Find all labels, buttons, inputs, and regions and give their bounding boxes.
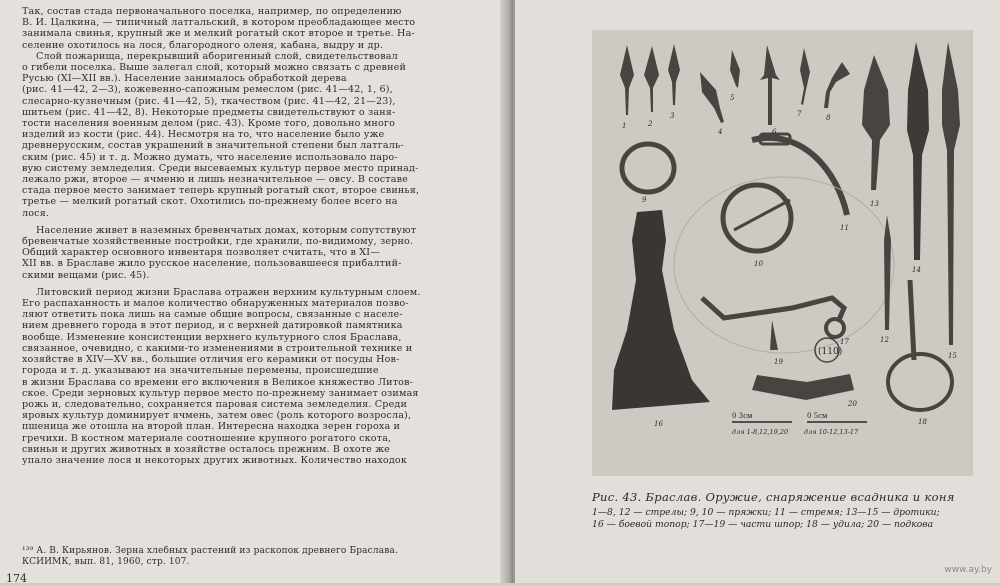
text-line: шитьем (рис. 41—42, 8). Некоторые предметы свидетельствуют о заня- [22, 106, 396, 118]
figure-plate [592, 30, 973, 476]
museum-mark: (110) [818, 347, 843, 357]
text-line: слесарно-кузнечным (рис. 41—42, 5), ткачеством (рис. 41—42, 21—23), [22, 95, 396, 107]
text-line: гречихи. В костном материале соотношение крупного рогатого скота, [22, 432, 392, 444]
svg-text:4: 4 [718, 128, 723, 136]
page-number: 174 [6, 572, 27, 585]
svg-text:14: 14 [912, 266, 921, 274]
text-line: о гибели поселка. Выше залегал слой, который можно связать с древней [22, 62, 406, 74]
svg-text:2: 2 [648, 120, 653, 128]
text-line: нием древнего города в этот период, и с верхней датировкой памятника [22, 320, 403, 332]
text-line: города и т. д. указывают на значительные перемены, происшедшие [22, 365, 379, 377]
text-line: (рис. 41—42, 2—3), кожевенно-сапожным ремеслом (рис. 41—42, 1, 6), [22, 84, 393, 96]
text-line: в жизни Браслава со времени его включения в Великое княжество Литов- [22, 376, 414, 388]
svg-text:9: 9 [642, 196, 647, 204]
text-line: тости населения военным делом (рис. 43). Кроме того, довольно много [22, 118, 395, 130]
text-line: ляют ответить пока лишь на самые общие вопросы, связанные с населе- [22, 309, 403, 321]
text-line: стада первое место занимает теперь крупный рогатый скот, второе свинья, [22, 185, 420, 197]
svg-text:5: 5 [730, 94, 735, 102]
text-line: Так, состав стада первоначального поселка, например, по определению [22, 6, 402, 17]
svg-text:19: 19 [774, 358, 783, 366]
text-line: пшеница же отошла на второй план. Интересна находка зерен гороха и [22, 421, 401, 433]
paragraph-2 [22, 51, 500, 219]
svg-text:17: 17 [840, 338, 849, 346]
svg-text:6: 6 [772, 128, 777, 136]
text-line: яровых культур доминирует ячмень, затем овес (роль которого возросла), [22, 410, 412, 422]
text-line: бревенчатые хозяйственные постройки, где хранили, по-видимому, зерно. [22, 236, 414, 248]
svg-text:3: 3 [670, 112, 675, 120]
paragraph-1 [22, 6, 500, 51]
text-line: вообще. Изменение консистенции верхнего культурного слоя Браслава, [22, 331, 402, 343]
text-line: XII вв. в Браславе жило русское население, пользовавшееся прибалтий- [22, 258, 402, 270]
text-line: Население живет в наземных бревенчатых домах, которым сопутствуют [36, 224, 417, 236]
text-line: связанное, очевидно, с какими-то изменениями в строительной технике и [22, 342, 413, 354]
text-line: свиньи и других животных в хозяйстве осталось прежним. В охоте же [22, 443, 390, 455]
svg-text:1: 1 [622, 122, 627, 130]
text-line: лося. [22, 207, 50, 219]
svg-text:0 3см: 0 3см [732, 412, 753, 420]
text-line: древнерусским, состав украшений в значительной степени был латгаль- [22, 140, 404, 152]
paragraph-4 [22, 287, 500, 466]
svg-text:7: 7 [797, 110, 802, 118]
paragraph-3 [22, 225, 500, 281]
artifacts-illustration [592, 30, 973, 476]
svg-text:15: 15 [948, 352, 957, 360]
text-line: третье — мелкий рогатый скот. Охотились по-прежнему более всего на [22, 196, 398, 208]
text-line: рожь и, следовательно, сохраняется паровая система земледелия. Среди [22, 398, 407, 410]
svg-text:0 5см: 0 5см [807, 412, 828, 420]
footnote [22, 546, 500, 568]
text-line: Литовский период жизни Браслава отражен верхним культурным слоем. [36, 286, 421, 298]
svg-text:11: 11 [840, 224, 849, 232]
text-line: ским (рис. 45) и т. д. Можно думать, что население использовало паро- [22, 151, 398, 163]
text-line: скими вещами (рис. 45). [22, 269, 150, 281]
svg-text:20: 20 [848, 400, 857, 408]
footnote-line: ¹³⁹ А. В. Кирьянов. Зерна хлебных растений из раскопок древнего Браслава. [22, 546, 398, 556]
svg-text:для 10-12,13-17: для 10-12,13-17 [804, 428, 859, 436]
text-line: упало значение лося и некоторых других животных. Количество находок [22, 454, 407, 466]
text-line: лежало ржи, второе — ячменю и лишь незначительное — овсу. В составе [22, 174, 408, 186]
caption-title: Рис. 43. Браслав. Оружие, снаряжение всадника и коня [592, 490, 955, 504]
caption-legend [592, 507, 992, 530]
figure-caption [592, 490, 992, 530]
text-line: Слой пожарища, перекрывший аборигенный слой, свидетельствовал [36, 50, 398, 62]
svg-text:12: 12 [880, 336, 889, 344]
text-line: вую систему земледелия. Среди высеваемых культур первое место принад- [22, 162, 419, 174]
svg-text:13: 13 [870, 200, 879, 208]
footnote-line: КСИИМК, вып. 81, 1960, стр. 107. [22, 557, 190, 567]
text-line: изделий из кости (рис. 44). Несмотря на то, что население было уже [22, 129, 385, 141]
text-line: занимала свинья, крупный же и мелкий рогатый скот второе и третье. На- [22, 28, 415, 40]
text-line: В. И. Цалкина, — типичный латгальский, в котором преобладающее место [22, 17, 416, 29]
text-line: селение охотилось на лося, благородного оленя, кабана, выдру и др. [22, 39, 384, 51]
svg-text:16: 16 [654, 420, 663, 428]
svg-text:8: 8 [826, 114, 831, 122]
text-line: Его распаханность и малое количество обнаруженных материалов позво- [22, 298, 409, 310]
text-line: хозяйстве в XIV—XV вв., большие отличия его керамики от посуды Нов- [22, 354, 400, 366]
legend-row: 16 — боевой топор; 17—19 — части шпор; 18 — удила; 20 — подкова [592, 518, 934, 530]
text-line: Общий характер основного инвентаря позволяет считать, что в XI— [22, 247, 380, 259]
svg-text:для 1-8,12,19,20: для 1-8,12,19,20 [732, 428, 789, 436]
svg-text:18: 18 [918, 418, 927, 426]
legend-row: 1—8, 12 — стрелы; 9, 10 — пряжки; 11 — стремя; 13—15 — дротики; [592, 507, 940, 518]
svg-text:10: 10 [754, 260, 763, 268]
text-line: ское. Среди зерновых культур первое место по-прежнему занимает озимая [22, 387, 419, 399]
text-line: Русью (XI—XII вв.). Население занималось обработкой дерева [22, 73, 347, 85]
body-text [22, 6, 500, 466]
watermark: www.ay.by [944, 565, 992, 575]
